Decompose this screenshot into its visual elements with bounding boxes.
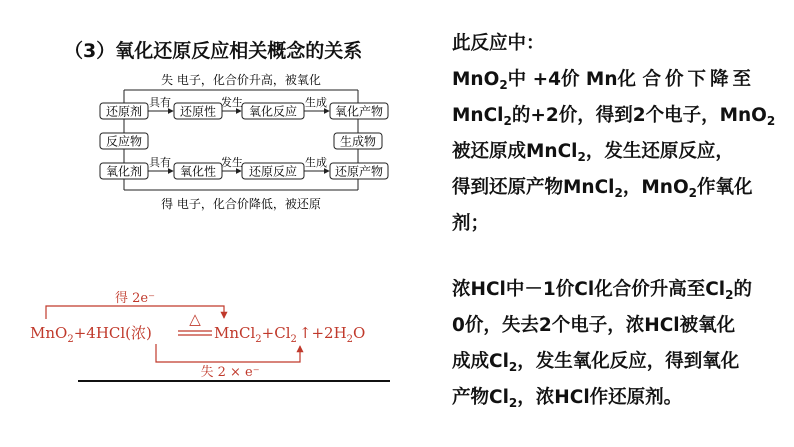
reactant-mno2: MnO — [30, 324, 68, 342]
product-cl2-sub: 2 — [290, 334, 297, 345]
product-h2o-sub: 2 — [346, 334, 354, 345]
svg-text:MnCl2+Cl2↑+2H2O — [214, 324, 365, 345]
diagram-top-label: 失 电子，化合价升高，被氧化 — [161, 73, 321, 87]
box-reactant — [100, 133, 148, 149]
arrow-label-undergo-2: 发生 — [221, 156, 243, 169]
box-oxidation-reaction — [242, 103, 304, 119]
explanation-line: 成成$Cl_2$，发生氧化反应，得到氧化 — [452, 351, 740, 374]
box-reducing-property — [174, 103, 222, 119]
explanation-line: MnCl$_2$的+2价，得到2个电子，MnO$_2$ — [452, 105, 776, 128]
section-title: （3）氧化还原反应相关概念的关系 — [64, 40, 363, 62]
reaction-equation — [30, 284, 398, 394]
svg-text:还原剂: 还原剂 — [105, 104, 143, 119]
product-mncl2: MnCl — [214, 324, 256, 342]
product-mncl2-sub: 2 — [255, 334, 262, 345]
svg-text:氧化反应: 氧化反应 — [248, 104, 298, 119]
svg-text:氧化产物: 氧化产物 — [334, 104, 384, 119]
heat-condition: △ — [189, 310, 201, 328]
arrow-label-produce-1: 生成 — [305, 96, 327, 109]
svg-text:反应物: 反应物 — [105, 134, 143, 149]
explanation-line: MnO$_2$中 +4价 Mn化 合价下降至 — [452, 69, 755, 92]
reactant-hcl: +4HCl(浓) — [73, 324, 152, 342]
box-reduction-reaction — [242, 163, 304, 179]
svg-text:还原产物: 还原产物 — [334, 164, 384, 179]
explanation-line: 被还原成MnCl$_2$，发生还原反应， — [452, 141, 734, 164]
svg-text:氧化性: 氧化性 — [179, 164, 217, 179]
electron-loss-label: 失 2 × e⁻ — [200, 365, 260, 380]
product-cl2: +Cl — [261, 324, 291, 342]
box-oxidant — [100, 163, 148, 179]
box-oxidation-product — [330, 103, 388, 119]
svg-text:还原反应: 还原反应 — [248, 164, 298, 179]
explanation-line: 浓HCl中－1价Cl化合价升高至$Cl_2$的 — [452, 279, 752, 302]
box-product — [334, 133, 382, 149]
arrow-label-undergo-1: 发生 — [221, 96, 243, 109]
explanation-line: 0价，失去2个电子，浓HCl被氧化 — [452, 315, 736, 336]
arrow-label-produce-2: 生成 — [305, 156, 327, 169]
reactant-mno2-sub: 2 — [67, 334, 74, 345]
explanation-text — [452, 26, 782, 416]
concept-diagram — [96, 66, 396, 218]
explanation-intro: 此反应中： — [452, 33, 545, 54]
arrow-label-has-2: 具有 — [149, 156, 171, 169]
explanation-line: 得到还原产物MnCl$_2$，MnO$_2$作氧化 — [452, 177, 753, 200]
box-oxidizing-property — [174, 163, 222, 179]
svg-text:MnO2+4HCl(浓) — [30, 324, 152, 345]
svg-text:还原性: 还原性 — [179, 104, 217, 119]
product-h2o-tail: O — [353, 324, 366, 342]
svg-text:氧化剂: 氧化剂 — [105, 164, 143, 179]
explanation-line: 剂； — [452, 213, 490, 234]
box-reductant — [100, 103, 148, 119]
box-reduction-product — [330, 163, 388, 179]
product-h2o: +2H — [311, 324, 347, 342]
gas-arrow: ↑ — [298, 324, 312, 342]
diagram-bottom-label: 得 电子，化合价降低，被还原 — [161, 197, 321, 211]
electron-gain-label: 得 2e⁻ — [115, 291, 155, 306]
svg-text:生成物: 生成物 — [339, 134, 377, 149]
explanation-line: 产物$Cl_2$，浓HCl作还原剂。 — [452, 387, 683, 410]
arrow-label-has-1: 具有 — [149, 96, 171, 109]
